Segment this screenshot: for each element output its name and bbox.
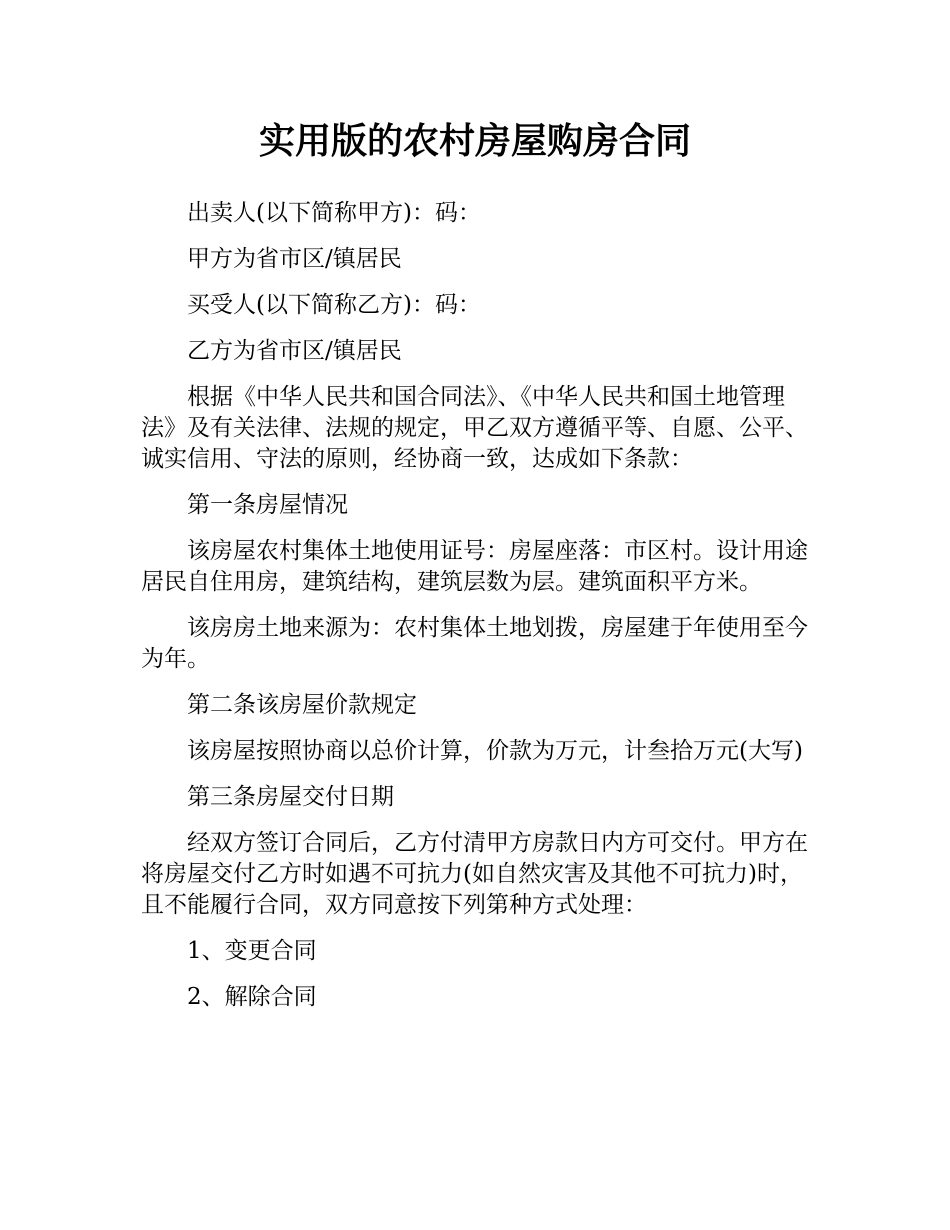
paragraph-house-details: 该房屋农村集体土地使用证号：房屋座落：市区村。设计用途居民自住用房，建筑结构，建筑层数为层。建筑面积平方米。	[141, 538, 808, 595]
paragraph-price: 该房屋按照协商以总价计算，价款为万元，计叁拾万元(大写)	[187, 738, 803, 764]
document-title: 实用版的农村房屋购房合同	[258, 121, 691, 162]
paragraph-legal-basis: 根据《中华人民共和国合同法》、《中华人民共和国土地管理法》及有关法律、法规的规定，甲乙双方遵循平等、自愿、公平、诚实信用、守法的原则，经协商一致，达成如下条款：	[141, 384, 808, 472]
paragraph-seller-residence: 甲方为省市区/镇居民	[187, 246, 402, 272]
article-1-heading: 第一条房屋情况	[187, 492, 348, 518]
paragraph-seller: 出卖人(以下简称甲方)：码：	[187, 200, 481, 226]
paragraph-land-source: 该房房土地来源为：农村集体土地划拨，房屋建于年使用至今为年。	[141, 615, 808, 672]
document-body	[141, 198, 817, 1028]
article-2-heading: 第二条该房屋价款规定	[187, 692, 417, 718]
paragraph-buyer-residence: 乙方为省市区/镇居民	[187, 338, 402, 364]
list-item-terminate-contract: 2、解除合同	[187, 984, 317, 1010]
article-3-heading: 第三条房屋交付日期	[187, 784, 394, 810]
list-item-change-contract: 1、变更合同	[187, 938, 317, 964]
paragraph-delivery: 经双方签订合同后，乙方付清甲方房款日内方可交付。甲方在将房屋交付乙方时如遇不可抗力(如自然灾害及其他不可抗力)时，且不能履行合同，双方同意按下列第种方式处理：	[141, 830, 808, 918]
paragraph-buyer: 买受人(以下简称乙方)：码：	[187, 292, 481, 318]
